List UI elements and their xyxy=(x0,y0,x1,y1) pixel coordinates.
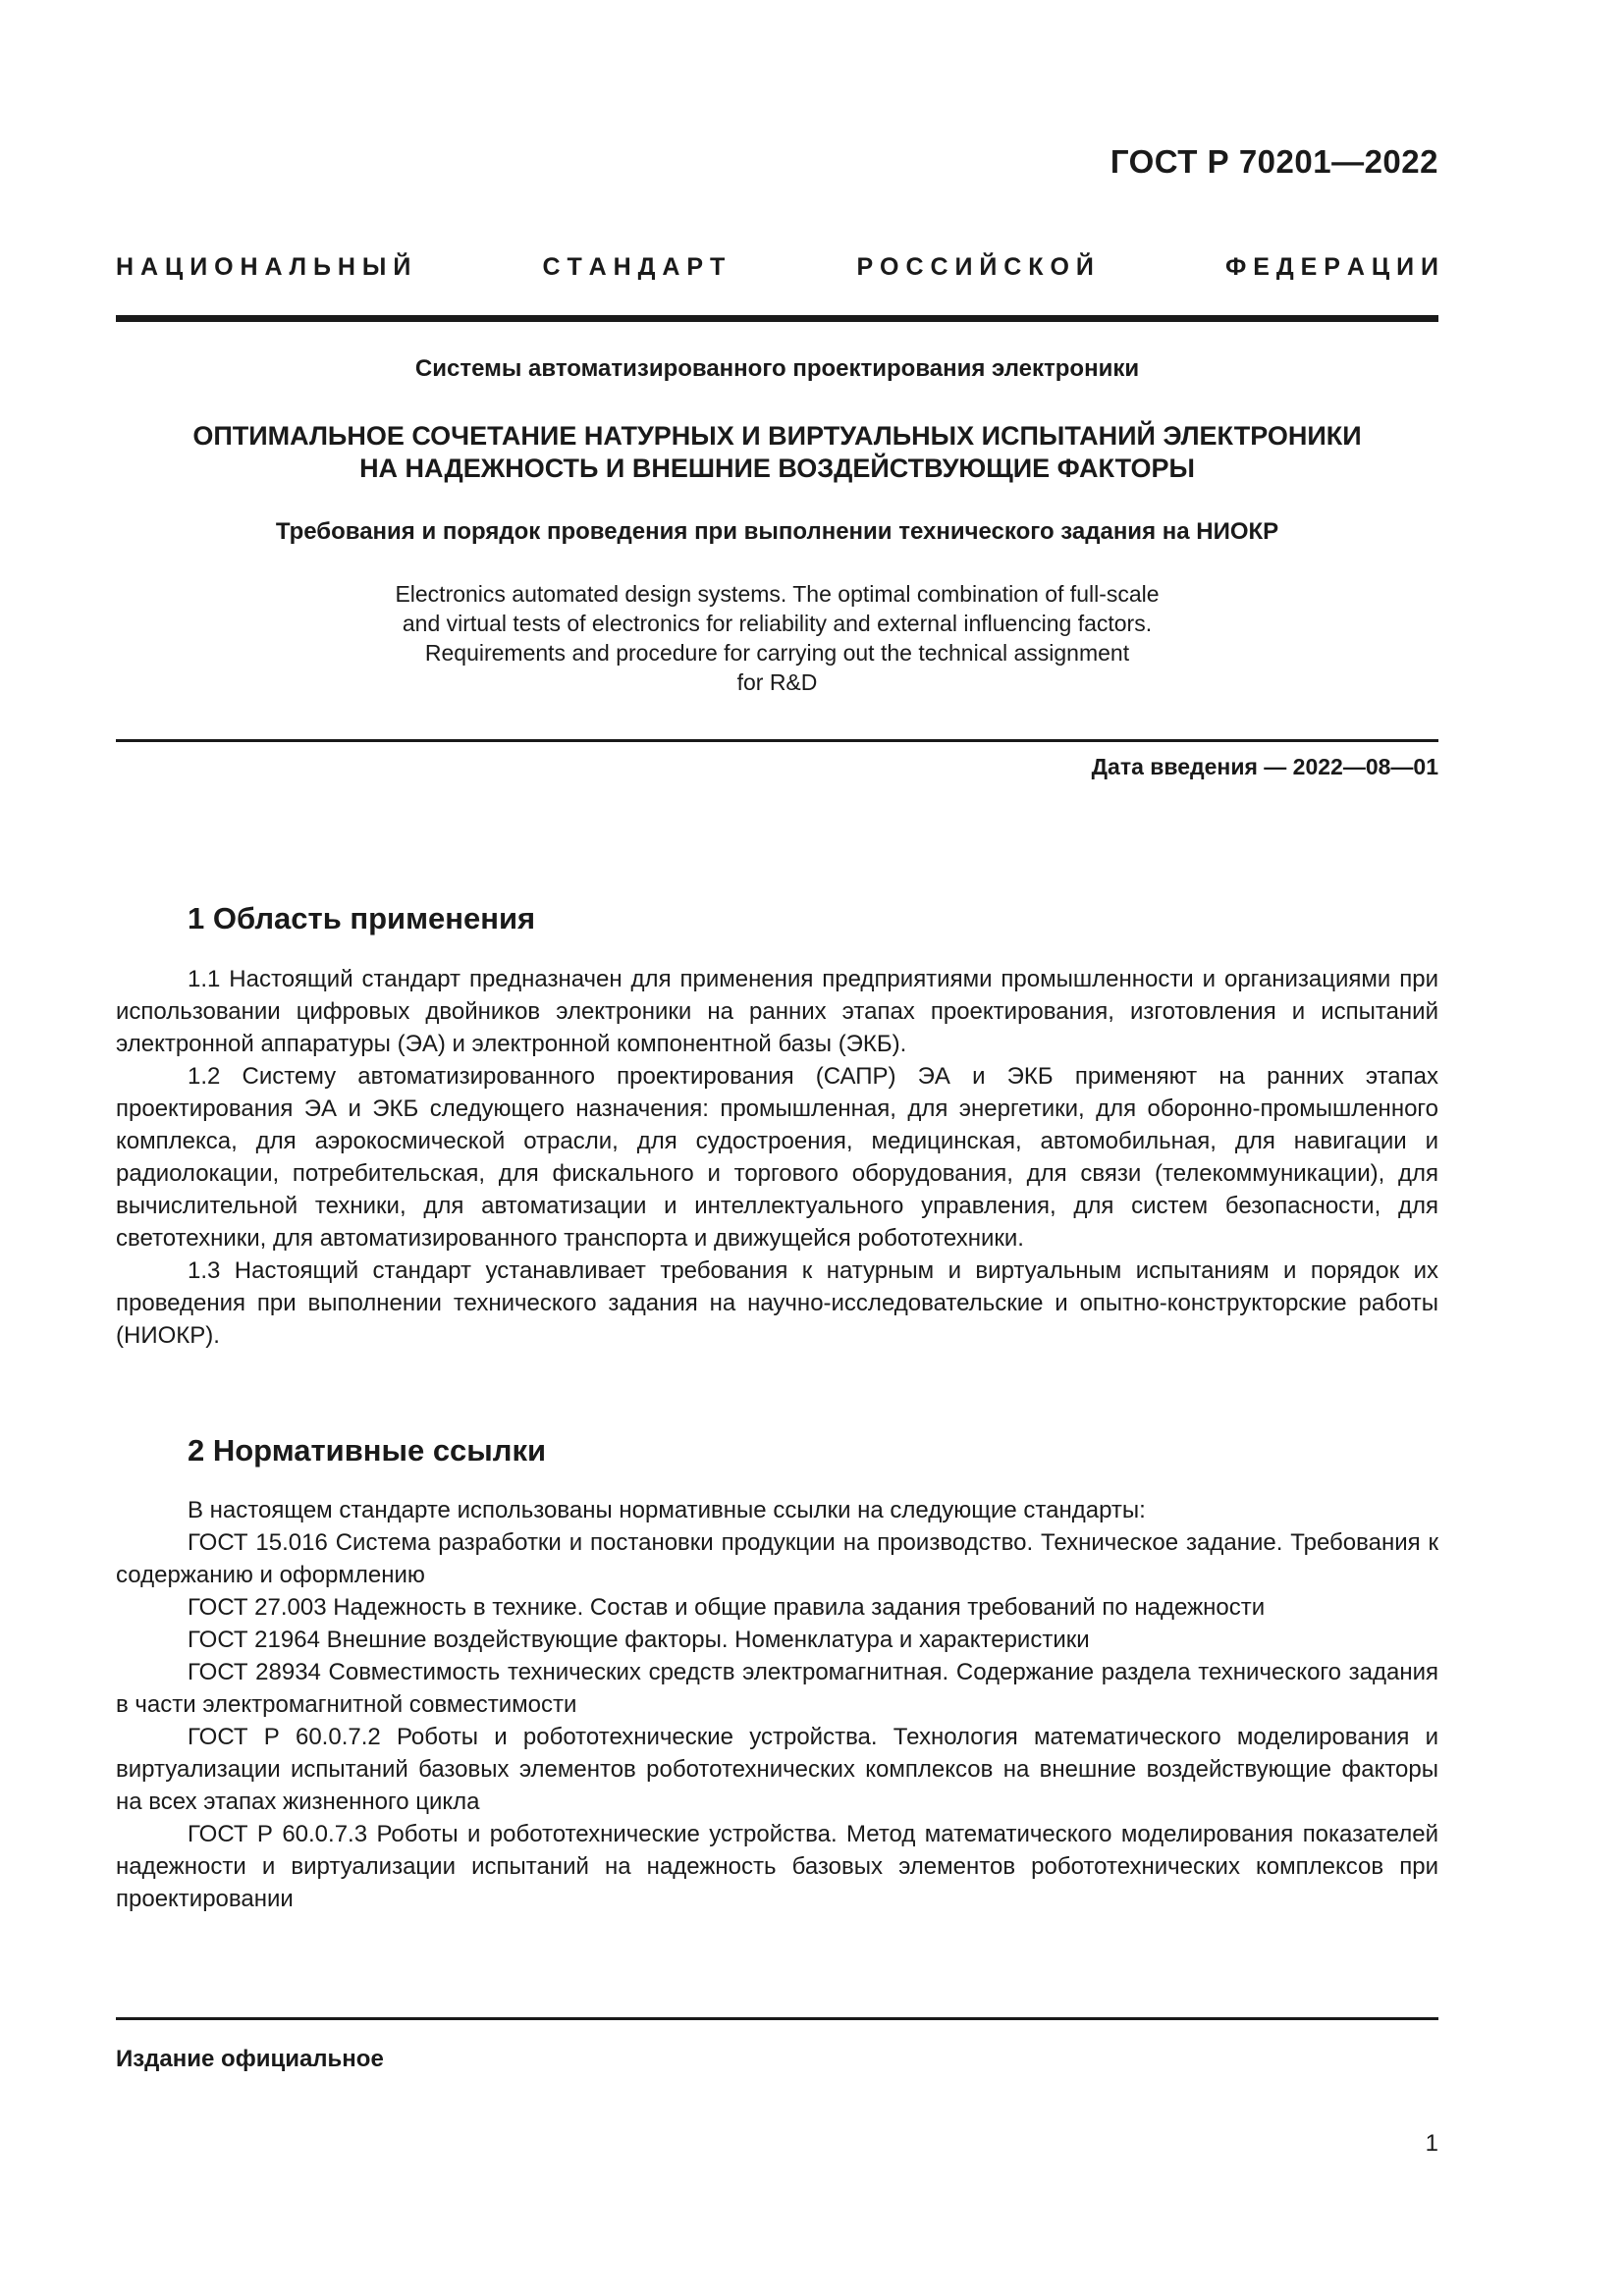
reference-entry: ГОСТ 28934 Совместимость технических средств электромагнитная. Содержание раздела технического задания в части электромагнитной совместимости xyxy=(116,1659,1438,1718)
section-heading-scope: 1 Область применения xyxy=(188,901,536,935)
english-title-line: Requirements and procedure for carrying out the technical assignment xyxy=(424,640,1130,666)
page-number: 1 xyxy=(1425,2130,1438,2157)
document-subtitle: Требования и порядок проведения при выполнении технического задания на НИОКР xyxy=(275,518,1279,545)
introduction-date: Дата введения — 2022—08—01 xyxy=(1091,754,1438,779)
title-divider xyxy=(116,739,1438,742)
reference-entry: ГОСТ Р 60.0.7.2 Роботы и робототехнические устройства. Технология математического моделирования и виртуализации испытаний базовых элементов робототехнических комплексов на внешние воздействующие факторы на всех этапах жизненного цикла xyxy=(116,1724,1438,1815)
title-line: ОПТИМАЛЬНОЕ СОЧЕТАНИЕ НАТУРНЫХ И ВИРТУАЛЬНЫХ ИСПЫТАНИЙ ЭЛЕКТРОНИКИ xyxy=(192,421,1362,451)
document-title xyxy=(116,420,1438,485)
title-line: НА НАДЕЖНОСТЬ И ВНЕШНИЕ ВОЗДЕЙСТВУЮЩИЕ ФАКТОРЫ xyxy=(359,454,1195,483)
banner-word: С Т А Н Д А Р Т xyxy=(542,253,726,281)
section-body-scope xyxy=(116,963,1438,1352)
english-title xyxy=(116,579,1438,697)
reference-entry: ГОСТ 15.016 Система разработки и постановки продукции на производство. Техническое задание. Требования к содержанию и оформлению xyxy=(116,1529,1438,1588)
paragraph: 1.1 Настоящий стандарт предназначен для применения предприятиями промышленности и организациями при использовании цифровых двойников электроники на ранних этапах проектирования, изготовления и испытаний электронной аппаратуры (ЭА) и электронной компонентной базы (ЭКБ). xyxy=(116,966,1438,1057)
footer-divider xyxy=(116,2017,1438,2020)
banner-word: Р О С С И Й С К О Й xyxy=(856,253,1094,281)
official-edition-label: Издание официальное xyxy=(116,2046,384,2072)
paragraph: В настоящем стандарте использованы нормативные ссылки на следующие стандарты: xyxy=(188,1497,1146,1523)
paragraph: 1.2 Систему автоматизированного проектирования (САПР) ЭА и ЭКБ применяют на ранних этапах проектирования ЭА и ЭКБ следующего назначения: промышленная, для энергетики, для оборонно-промышленного комплекса, для аэрокосмической отрасли, для судостроения, медицинская, автомобильная, для навигации и радиолокации, потребительская, для фискального и торгового оборудования, для связи (телекоммуникации), для вычислительной техники, для автоматизации и интеллектуального управления, для систем безопасности, для светотехники, для автоматизированного транспорта и движущейся робототехники. xyxy=(116,1063,1438,1252)
paragraph: 1.3 Настоящий стандарт устанавливает требования к натурным и виртуальным испытаниям и порядок их проведения при выполнении технического задания на научно-исследовательские и опытно-конструкторские работы (НИОКР). xyxy=(116,1257,1438,1349)
reference-entry: ГОСТ Р 60.0.7.3 Роботы и робототехнические устройства. Метод математического моделирования показателей надежности и виртуализации испытаний на надежность базовых элементов робототехнических комплексов при проектировании xyxy=(116,1821,1438,1912)
banner-word: Н А Ц И О Н А Л Ь Н Ы Й xyxy=(116,253,411,281)
reference-entry: ГОСТ 27.003 Надежность в технике. Состав и общие правила задания требований по надежности xyxy=(188,1594,1266,1621)
english-title-line: Electronics automated design systems. The optimal combination of full-scale xyxy=(395,581,1160,607)
english-title-line: for R&D xyxy=(736,669,818,695)
standard-number: ГОСТ Р 70201—2022 xyxy=(1110,143,1438,180)
banner-word: Ф Е Д Е Р А Ц И И xyxy=(1224,253,1438,281)
header-divider xyxy=(116,315,1438,322)
section-heading-normative-references: 2 Нормативные ссылки xyxy=(188,1433,547,1468)
national-standard-banner xyxy=(116,253,1438,282)
section-body-normative-references xyxy=(116,1494,1438,1915)
document-subject: Системы автоматизированного проектирования электроники xyxy=(414,355,1140,382)
reference-entry: ГОСТ 21964 Внешние воздействующие факторы. Номенклатура и характеристики xyxy=(188,1627,1090,1653)
english-title-line: and virtual tests of electronics for reliability and external influencing factors. xyxy=(402,611,1153,636)
